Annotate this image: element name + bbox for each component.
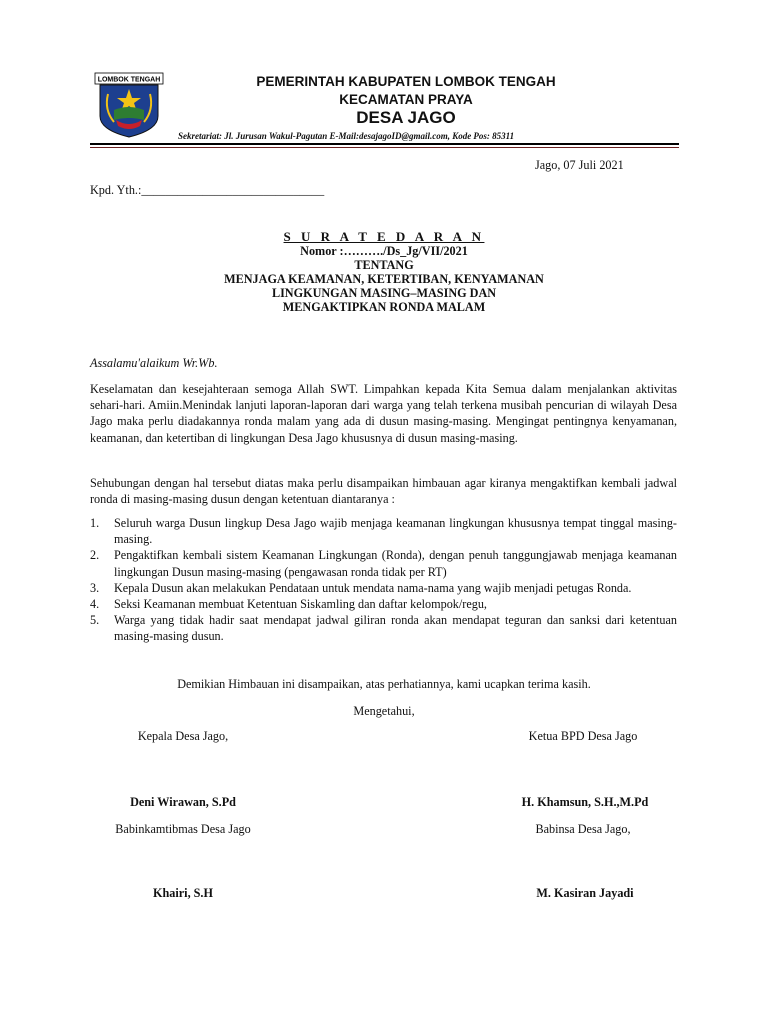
babinsa-name: M. Kasiran Jayadi: [536, 886, 634, 900]
letter-date: Jago, 07 Juli 2021: [535, 158, 624, 172]
letter-subject-line-3: MENGAKTIPKAN RONDA MALAM: [282, 300, 486, 314]
babinkamtibmas-name: Khairi, S.H: [153, 886, 213, 900]
list-item: [90, 515, 677, 547]
village-head-title: Kepala Desa Jago,: [137, 729, 229, 743]
list-item: [90, 580, 677, 596]
closing-statement: Demikian Himbauan ini disampaikan, atas perhatiannya, kami ucapkan terima kasih.: [177, 677, 591, 691]
greeting: Assalamu'alaikum Wr.Wb.: [90, 356, 218, 370]
list-item: [90, 612, 677, 644]
list-item-number: 1.: [90, 516, 100, 530]
list-item-number: 3.: [90, 580, 100, 595]
babinkamtibmas-title: Babinkamtibmas Desa Jago: [115, 822, 251, 836]
village-head-name: Deni Wirawan, S.Pd: [130, 795, 236, 809]
provisions-list: [90, 515, 677, 645]
list-item-text: Warga yang tidak hadir saat mendapat jadwal giliran ronda akan mendapat teguran dan sanksi dari ketentuan masing-masing dusun.: [114, 613, 677, 644]
government-name: PEMERINTAH KABUPATEN LOMBOK TENGAH: [256, 74, 556, 89]
list-item: [90, 547, 677, 579]
body-paragraph-2: Sehubungan dengan hal tersebut diatas maka perlu disampaikan himbauan agar kiranya mengaktifkan kembali jadwal ronda di masing-masing dusun dengan ketentuan diantaranya :: [90, 476, 677, 507]
letterhead-divider-thick: [90, 143, 679, 145]
village-name: DESA JAGO: [356, 108, 456, 127]
logo-caption: LOMBOK TENGAH: [97, 76, 161, 84]
acknowledged-label: Mengetahui,: [353, 704, 415, 718]
list-item-number: 2.: [90, 548, 100, 563]
list-item-number: 5.: [90, 613, 100, 628]
letter-subject-line-1: MENJAGA KEAMANAN, KETERTIBAN, KENYAMANAN: [224, 272, 544, 286]
secretariat-address: Sekretariat: Jl. Jurusan Wakul-Pagutan E-Mail:desajagoID@gmail.com, Kode Pos: 85311: [178, 131, 515, 141]
recipient-line: Kpd. Yth.:______________________________: [90, 183, 325, 197]
letter-about-label: TENTANG: [354, 258, 414, 272]
body-paragraph-1: Keselamatan dan kesejahteraan semoga Allah SWT. Limpahkan kepada Kita Semua dalam menjalankan aktivitas sehari-hari. Amiin.Menindak lanjuti laporan-laporan dari warga yang telah terkena musibah pencurian di wilayah Desa Jago maka perlu diadakannya ronda malam yang ada di dusun masing-masing. Mengingat pentingnya kenyamanan, keamanan, dan ketertiban di lingkungan Desa Jago khususnya di dusun masing-masing.: [90, 382, 677, 445]
list-item-text: Kepala Dusun akan melakukan Pendataan untuk mendata nama-nama yang wajib menjadi petugas Ronda.: [114, 580, 632, 595]
letterhead-divider-thin: [90, 147, 679, 148]
list-item: [90, 596, 677, 612]
bpd-chair-name: H. Khamsun, S.H.,M.Pd: [521, 795, 649, 809]
letter-title: S U R A T E D A R A N: [283, 229, 485, 244]
district-name: KECAMATAN PRAYA: [339, 92, 473, 107]
babinsa-title: Babinsa Desa Jago,: [535, 822, 631, 836]
bpd-chair-title: Ketua BPD Desa Jago: [528, 729, 638, 743]
list-item-text: Pengaktifkan kembali sistem Keamanan Lingkungan (Ronda), dengan penuh tanggungjawab menjaga keamanan lingkungan Dusun masing-masing (pengawasan ronda tidak per RT): [114, 548, 677, 579]
letter-number: Nomor :………./Ds_Jg/VII/2021: [300, 244, 468, 258]
list-item-text: Seksi Keamanan membuat Ketentuan Siskamling dan daftar kelompok/regu,: [114, 597, 487, 612]
list-item-text: Seluruh warga Dusun lingkup Desa Jago wajib menjaga keamanan lingkungan khususnya tempat tinggal masing-masing.: [114, 516, 677, 547]
list-item-number: 4.: [90, 597, 100, 612]
letter-subject-line-2: LINGKUNGAN MASING–MASING DAN: [271, 286, 497, 300]
